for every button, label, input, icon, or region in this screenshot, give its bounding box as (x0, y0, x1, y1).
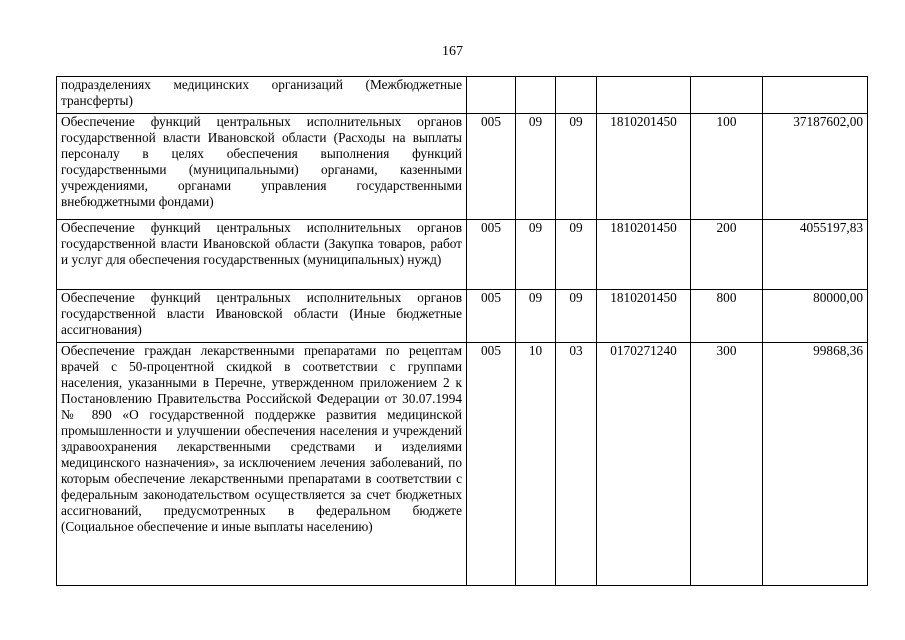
subsection-code: 09 (556, 290, 597, 343)
section-code: 09 (516, 290, 556, 343)
target-article-code: 1810201450 (597, 290, 691, 343)
row-description: Обеспечение функций центральных исполнительных органов государственной власти Ивановской области (Закупка товаров, работ и услуг для обеспечения государственных (муниципальных) нужд) (57, 220, 467, 290)
target-article-code: 0170271240 (597, 343, 691, 586)
admin-code: 005 (467, 114, 516, 220)
section-code: 10 (516, 343, 556, 586)
subsection-code (556, 77, 597, 114)
table-row (57, 220, 868, 290)
amount-value: 80000,00 (763, 290, 868, 343)
page-number: 167 (442, 44, 463, 59)
subsection-code: 03 (556, 343, 597, 586)
row-description: Обеспечение граждан лекарственными препаратами по рецептам врачей с 50-процентной скидкой в соответствии с группами населения, указанными в Перечне, утвержденном приложением 2 к Постановлению Правительства Российской Федерации от 30.07.1994 № 890 «О государственной поддержке развития медицинской промышленности и улучшении обеспечения населения и учреждений здравоохранения лекарственными средствами и изделиями медицинского назначения», за исключением лечения заболеваний, по которым обеспечение лекарственными препаратами в соответствии с федеральным законодательством осуществляется за счет бюджетных ассигнований, предусмотренных в федеральном бюджете (Социальное обеспечение и иные выплаты населению) (57, 343, 467, 586)
expense-type-code: 100 (691, 114, 763, 220)
expense-type-code (691, 77, 763, 114)
table-row (57, 343, 868, 586)
amount-value: 99868,36 (763, 343, 868, 586)
expense-type-code: 200 (691, 220, 763, 290)
amount-value (763, 77, 868, 114)
target-article-code (597, 77, 691, 114)
row-description: Обеспечение функций центральных исполнительных органов государственной власти Ивановской области (Иные бюджетные ассигнования) (57, 290, 467, 343)
table-row (57, 77, 868, 114)
amount-value: 4055197,83 (763, 220, 868, 290)
target-article-code: 1810201450 (597, 220, 691, 290)
section-code: 09 (516, 220, 556, 290)
target-article-code: 1810201450 (597, 114, 691, 220)
expense-type-code: 800 (691, 290, 763, 343)
admin-code: 005 (467, 290, 516, 343)
admin-code: 005 (467, 343, 516, 586)
budget-table (56, 76, 868, 586)
section-code: 09 (516, 114, 556, 220)
subsection-code: 09 (556, 220, 597, 290)
amount-value: 37187602,00 (763, 114, 868, 220)
expense-type-code: 300 (691, 343, 763, 586)
table-row (57, 290, 868, 343)
subsection-code: 09 (556, 114, 597, 220)
table-row (57, 114, 868, 220)
section-code (516, 77, 556, 114)
admin-code (467, 77, 516, 114)
admin-code: 005 (467, 220, 516, 290)
row-description: подразделениях медицинских организаций (Межбюджетные трансферты) (57, 77, 467, 114)
row-description: Обеспечение функций центральных исполнительных органов государственной власти Ивановской области (Расходы на выплаты персоналу в целях обеспечения выполнения функций государственными (муниципальными) органами, казенными учреждениями, органами управления государственными внебюджетными фондами) (57, 114, 467, 220)
